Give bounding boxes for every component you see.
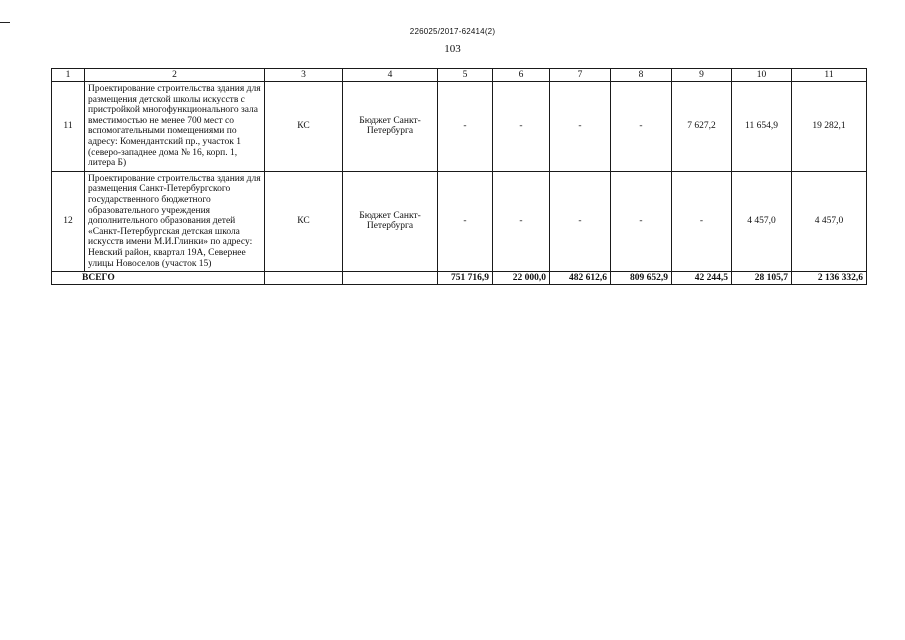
row-code: КС xyxy=(265,171,343,271)
margin-dash xyxy=(0,22,10,23)
cell-col7: - xyxy=(550,82,611,172)
row-code: КС xyxy=(265,82,343,172)
total-col5: 751 716,9 xyxy=(438,272,493,285)
row-number: 11 xyxy=(52,82,85,172)
column-number: 8 xyxy=(611,69,672,82)
cell-col8: - xyxy=(611,82,672,172)
column-number: 10 xyxy=(732,69,792,82)
total-col7: 482 612,6 xyxy=(550,272,611,285)
cell-col6: - xyxy=(493,171,550,271)
total-col8: 809 652,9 xyxy=(611,272,672,285)
total-row xyxy=(52,272,867,285)
column-number: 1 xyxy=(52,69,85,82)
total-label: ВСЕГО xyxy=(52,272,265,285)
total-empty-cell xyxy=(265,272,343,285)
column-number: 7 xyxy=(550,69,611,82)
row-number: 12 xyxy=(52,171,85,271)
cell-col6: - xyxy=(493,82,550,172)
total-empty-cell xyxy=(343,272,438,285)
total-col9: 42 244,5 xyxy=(672,272,732,285)
cell-col5: - xyxy=(438,82,493,172)
total-col6: 22 000,0 xyxy=(493,272,550,285)
document-number: 226025/2017-62414(2) xyxy=(409,27,496,36)
column-number: 5 xyxy=(438,69,493,82)
cell-col9: - xyxy=(672,171,732,271)
total-col11: 2 136 332,6 xyxy=(792,272,867,285)
total-col10: 28 105,7 xyxy=(732,272,792,285)
row-description: Проектирование строительства здания для размещения Санкт-Петербургского государственного бюджетного образовательного учреждения дополнительного образования детей «Санкт-Петербургская детская школа искусств имени М.И.Глинки» по адресу: Невский район, квартал 19А, Севернее улицы Новоселов (участок 15) xyxy=(85,171,265,271)
cell-col10: 4 457,0 xyxy=(732,171,792,271)
table-row xyxy=(52,82,867,172)
column-number: 9 xyxy=(672,69,732,82)
column-number: 4 xyxy=(343,69,438,82)
cell-col9: 7 627,2 xyxy=(672,82,732,172)
column-number: 11 xyxy=(792,69,867,82)
page-number: 103 xyxy=(444,43,461,55)
column-number: 2 xyxy=(85,69,265,82)
cell-col11: 4 457,0 xyxy=(792,171,867,271)
cell-col5: - xyxy=(438,171,493,271)
column-number: 6 xyxy=(493,69,550,82)
cell-col8: - xyxy=(611,171,672,271)
cell-col7: - xyxy=(550,171,611,271)
cell-col11: 19 282,1 xyxy=(792,82,867,172)
row-funding-source: Бюджет Санкт-Петербурга xyxy=(343,82,438,172)
row-funding-source: Бюджет Санкт-Петербурга xyxy=(343,171,438,271)
row-description: Проектирование строительства здания для размещения детской школы искусств с пристройкой многофункционального зала вместимостью не менее 700 мест со вспомогательными помещениями по адресу: Комендантский пр., участок 1 (северо-западнее дома № 16, корп. 1, литера Б) xyxy=(85,82,265,172)
budget-table xyxy=(51,68,867,285)
cell-col10: 11 654,9 xyxy=(732,82,792,172)
column-number-row xyxy=(52,69,867,82)
table-row xyxy=(52,171,867,271)
column-number: 3 xyxy=(265,69,343,82)
